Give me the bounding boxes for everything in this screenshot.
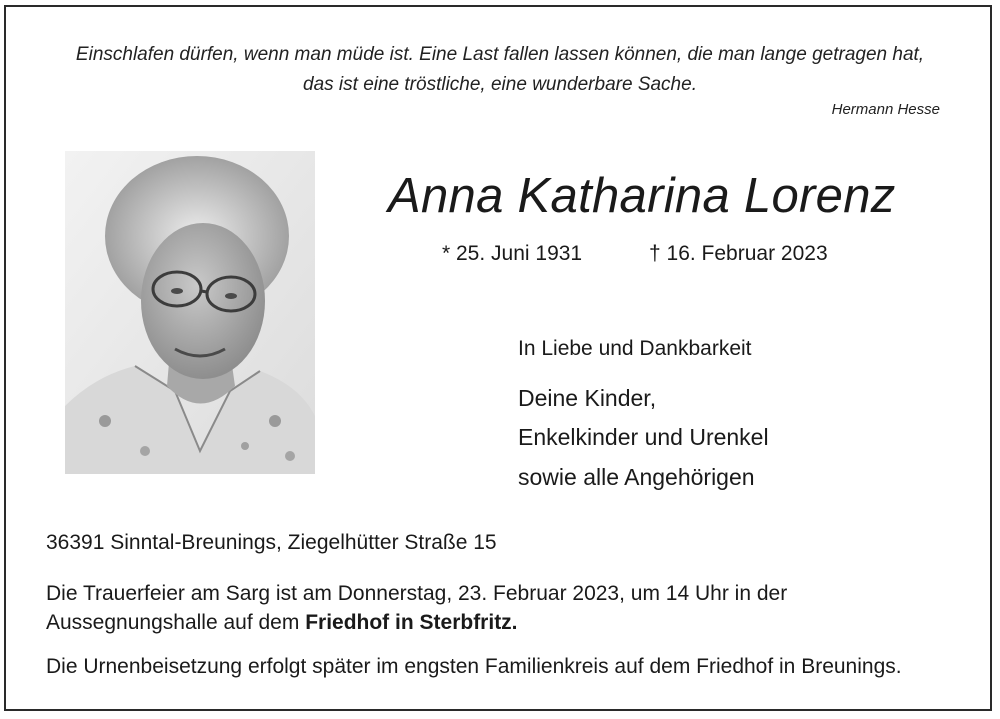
mourners-intro: In Liebe und Dankbarkeit — [518, 337, 752, 360]
quote-line-2: das ist eine tröstliche, eine wunderbare Sache. — [303, 74, 697, 95]
mourners-line-1: Deine Kinder, — [518, 385, 657, 411]
deceased-name: Anna Katharina Lorenz — [388, 169, 896, 223]
ceremony-line-2 — [46, 611, 518, 635]
ceremony-line-2-text: Aussegnungshalle auf dem — [46, 611, 306, 634]
mourners-line-3: sowie alle Angehörigen — [518, 464, 755, 490]
ceremony-line-1: Die Trauerfeier am Sarg ist am Donnerstag, 23. Februar 2023, um 14 Uhr in der — [46, 582, 788, 605]
mourners-line-2: Enkelkinder und Urenkel — [518, 424, 769, 450]
birth-date: * 25. Juni 1931 — [442, 242, 583, 265]
family-address: 36391 Sinntal-Breunings, Ziegelhütter Straße 15 — [46, 531, 497, 554]
quote-line-1: Einschlafen dürfen, wenn man müde ist. Eine Last fallen lassen können, die man lange getragen hat, — [75, 44, 925, 65]
ceremony-location: Friedhof in Sterbfritz. — [305, 611, 518, 634]
quote-author: Hermann Hesse — [831, 101, 940, 118]
death-date: † 16. Februar 2023 — [649, 242, 828, 265]
burial-notice: Die Urnenbeisetzung erfolgt später im engsten Familienkreis auf dem Friedhof in Breunings. — [46, 655, 902, 678]
portrait-photo — [65, 151, 315, 474]
